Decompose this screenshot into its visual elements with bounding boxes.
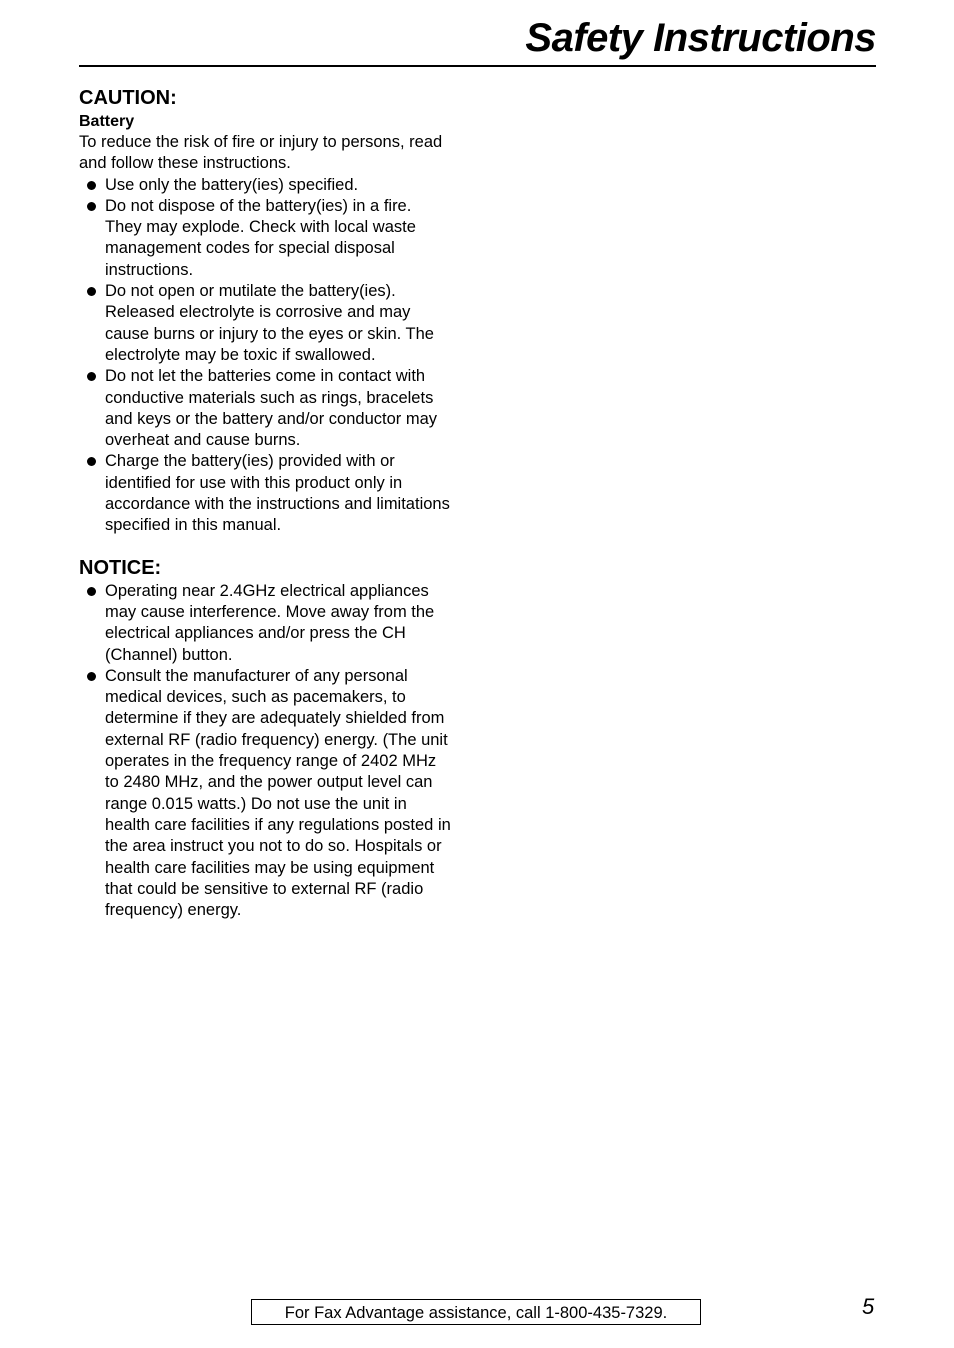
- notice-section: [79, 555, 451, 922]
- battery-subheading: Battery: [79, 113, 135, 130]
- main-content: [79, 85, 451, 921]
- list-item-text: Do not open or mutilate the battery(ies). Released electrolyte is corrosive and may cause burns or injury to the eyes or skin. The electrolyte may be toxic if swallowed.: [105, 282, 434, 364]
- notice-heading: NOTICE:: [79, 556, 162, 579]
- list-item: [79, 581, 451, 666]
- list-item: [79, 451, 451, 536]
- list-item: [79, 196, 451, 281]
- notice-list: [79, 581, 451, 922]
- bullet-icon: [87, 287, 96, 296]
- bullet-icon: [87, 672, 96, 681]
- bullet-icon: [87, 202, 96, 211]
- list-item: [79, 666, 451, 922]
- bullet-icon: [87, 457, 96, 466]
- caution-heading: CAUTION:: [79, 87, 177, 109]
- list-item-text: Do not dispose of the battery(ies) in a fire. They may explode. Check with local waste management codes for special disposal instructions.: [105, 196, 416, 279]
- list-item: [79, 175, 451, 196]
- list-item: [79, 281, 451, 366]
- list-item-text: Do not let the batteries come in contact with conductive materials such as rings, bracelets and keys or the battery and/or conductor may overheat and cause burns.: [105, 367, 438, 450]
- list-item-text: Charge the battery(ies) provided with or identified for use with this product only in accordance with the instructions and limitations specified in this manual.: [105, 452, 450, 535]
- page-number: 5: [862, 1294, 875, 1319]
- title-divider: [79, 65, 876, 67]
- list-item-text: Operating near 2.4GHz electrical appliances may cause interference. Move away from the electrical appliances and/or press the CH (Channel) button.: [105, 581, 435, 664]
- page-title: Safety Instructions: [525, 16, 876, 60]
- list-item: [79, 366, 451, 451]
- bullet-icon: [87, 372, 96, 381]
- bullet-icon: [87, 181, 96, 190]
- caution-section: [79, 85, 451, 537]
- list-item-text: Consult the manufacturer of any personal medical devices, such as pacemakers, to determine if they are adequately shielded from external RF (radio frequency) energy. (The unit operates in the frequency range of 2402 MHz to 2480 MHz, and the power output level can range 0.015 watts.) Do not use the unit in health care facilities if any regulations posted in the area instruct you not to do so. Hospitals or health care facilities may be using equipment that could be sensitive to external RF (radio frequency) energy.: [105, 666, 451, 920]
- bullet-icon: [87, 587, 96, 596]
- caution-list: [79, 175, 451, 537]
- footer-assistance-box: For Fax Advantage assistance, call 1-800-435-7329.: [251, 1299, 701, 1325]
- list-item-text: Use only the battery(ies) specified.: [105, 175, 359, 194]
- caution-intro: To reduce the risk of fire or injury to persons, read and follow these instructions.: [79, 133, 443, 173]
